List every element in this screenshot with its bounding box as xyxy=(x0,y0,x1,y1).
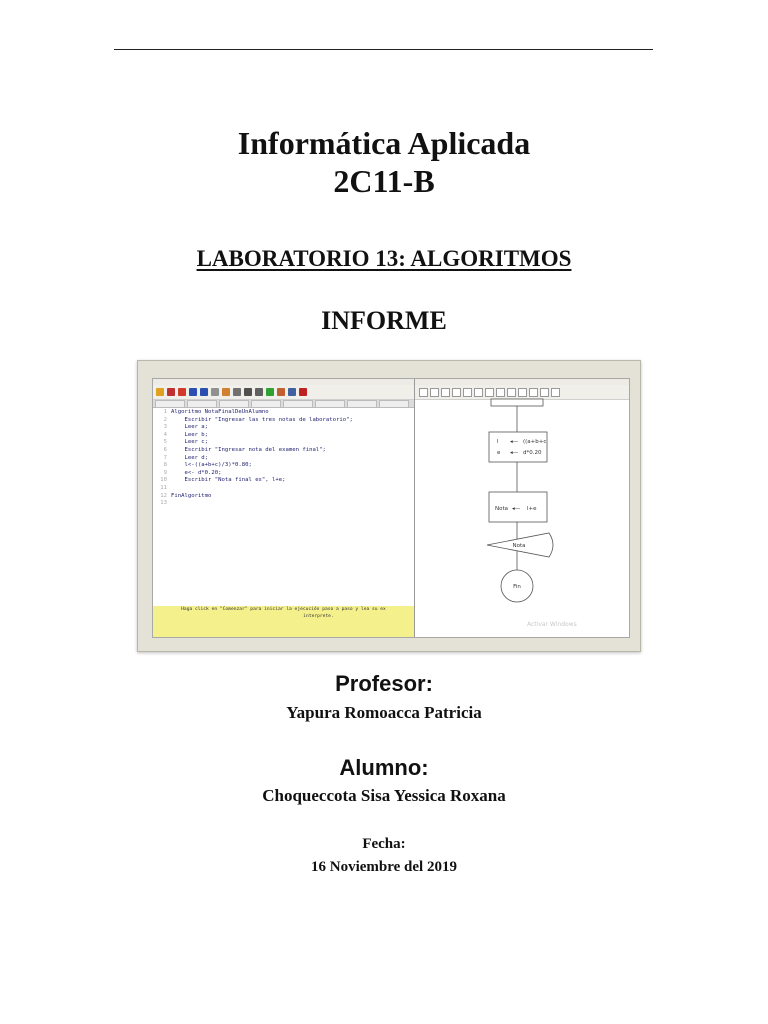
line-number: 2 xyxy=(163,416,167,423)
code-text: Escribir "Ingresar las tres notas de laboratorio"; xyxy=(171,416,353,423)
open-icon xyxy=(156,388,164,396)
arrow-left-icon: ◂— xyxy=(510,450,519,456)
header-rule xyxy=(114,49,653,50)
flow-expr-e: d*0.20 xyxy=(523,450,542,456)
line-number: 4 xyxy=(163,431,167,438)
code-editor-pane xyxy=(153,379,415,637)
code-line xyxy=(153,500,414,508)
code-text: Escribir "Nota final es", l+e; xyxy=(171,477,286,484)
editor-tab xyxy=(283,400,313,407)
code-line xyxy=(153,477,414,485)
execution-hint xyxy=(153,606,414,637)
indent-icon xyxy=(255,388,263,396)
redo-icon xyxy=(200,388,208,396)
save-icon xyxy=(167,388,175,396)
undo-icon xyxy=(189,388,197,396)
line-number: 7 xyxy=(163,454,167,461)
help-icon xyxy=(299,388,307,396)
date-value: 16 Noviembre del 2019 xyxy=(311,859,457,875)
line-number: 13 xyxy=(160,500,167,507)
line-number: 11 xyxy=(160,484,167,491)
line-number: 1 xyxy=(163,409,167,415)
code-text: Algoritmo NotaFinalDeUnAlumno xyxy=(171,409,269,415)
flow-expr-l: ((a+b+c xyxy=(523,439,547,445)
editor-tabs xyxy=(153,400,414,408)
code-text: Leer a; xyxy=(171,424,209,431)
flow-var-l: l xyxy=(497,439,499,445)
code-line xyxy=(153,409,414,417)
line-number: 9 xyxy=(163,469,167,476)
line-number: 5 xyxy=(163,439,167,446)
hint-line: Haga click en "Comenzar" para iniciar la ejecución paso a paso y lea su ex xyxy=(181,607,386,612)
line-number: 3 xyxy=(163,424,167,431)
date-heading: Fecha: xyxy=(362,836,406,852)
professor-name: Yapura Romoacca Patricia xyxy=(286,703,482,722)
editor-tab xyxy=(347,400,377,407)
flow-expr-nota: l+e xyxy=(527,506,537,512)
professor-heading: Profesor: xyxy=(335,671,433,696)
editor-tab xyxy=(155,400,185,407)
code-line xyxy=(153,485,414,493)
code-area xyxy=(153,409,414,609)
code-line xyxy=(153,462,414,470)
flow-var-e: e xyxy=(497,450,501,456)
flowchart-diagram xyxy=(415,379,629,637)
document-type: INFORME xyxy=(321,306,447,335)
code-text: Leer d; xyxy=(171,454,209,461)
student-heading: Alumno: xyxy=(339,755,429,780)
code-text: e<- d*0.20; xyxy=(171,469,222,476)
code-text: Leer c; xyxy=(171,439,209,446)
code-line xyxy=(153,417,414,425)
step-icon xyxy=(277,388,285,396)
code-line xyxy=(153,432,414,440)
code-text: Escribir "Ingresar nota del examen final"; xyxy=(171,446,326,453)
code-line xyxy=(153,493,414,501)
code-line xyxy=(153,470,414,478)
find-icon xyxy=(244,388,252,396)
screenshot-frame xyxy=(137,360,641,652)
code-text: l<-((a+b+c)/3)*0.80; xyxy=(171,462,252,469)
line-number: 12 xyxy=(160,492,167,499)
paste-icon xyxy=(233,388,241,396)
student-name: Choqueccota Sisa Yessica Roxana xyxy=(262,786,506,805)
editor-tab xyxy=(379,400,409,407)
flowchart-icon xyxy=(288,388,296,396)
code-line xyxy=(153,439,414,447)
hint-line: interprete. xyxy=(303,614,334,619)
line-number: 8 xyxy=(163,462,167,469)
run-icon xyxy=(266,388,274,396)
cut-icon xyxy=(211,388,219,396)
code-line xyxy=(153,424,414,432)
group-code: 2C11-B xyxy=(333,163,435,199)
code-text: FinAlgoritmo xyxy=(171,492,212,499)
code-text: Leer b; xyxy=(171,431,209,438)
copy-icon xyxy=(222,388,230,396)
editor-tab xyxy=(219,400,249,407)
line-number: 6 xyxy=(163,446,167,453)
code-line xyxy=(153,447,414,455)
editor-toolbar xyxy=(153,385,414,400)
arrow-left-icon: ◂— xyxy=(510,439,519,445)
print-icon xyxy=(178,388,186,396)
code-line xyxy=(153,455,414,463)
activation-watermark: Activar Windows xyxy=(527,621,577,628)
course-title: Informática Aplicada xyxy=(237,125,531,161)
editor-tab xyxy=(315,400,345,407)
lab-title: LABORATORIO 13: ALGORITMOS xyxy=(196,246,572,271)
editor-tab xyxy=(187,400,217,407)
arrow-left-icon: ◂— xyxy=(512,506,521,512)
pseint-window xyxy=(152,378,630,638)
line-number: 10 xyxy=(160,477,167,484)
flow-end-label: Fin xyxy=(513,584,521,590)
flowchart-pane xyxy=(415,379,629,637)
flow-start-box xyxy=(491,399,543,406)
assign-box-l-e xyxy=(489,432,547,462)
flow-var-nota: Nota xyxy=(495,506,509,512)
editor-tab xyxy=(251,400,281,407)
flow-output-label: Nota xyxy=(512,543,526,549)
